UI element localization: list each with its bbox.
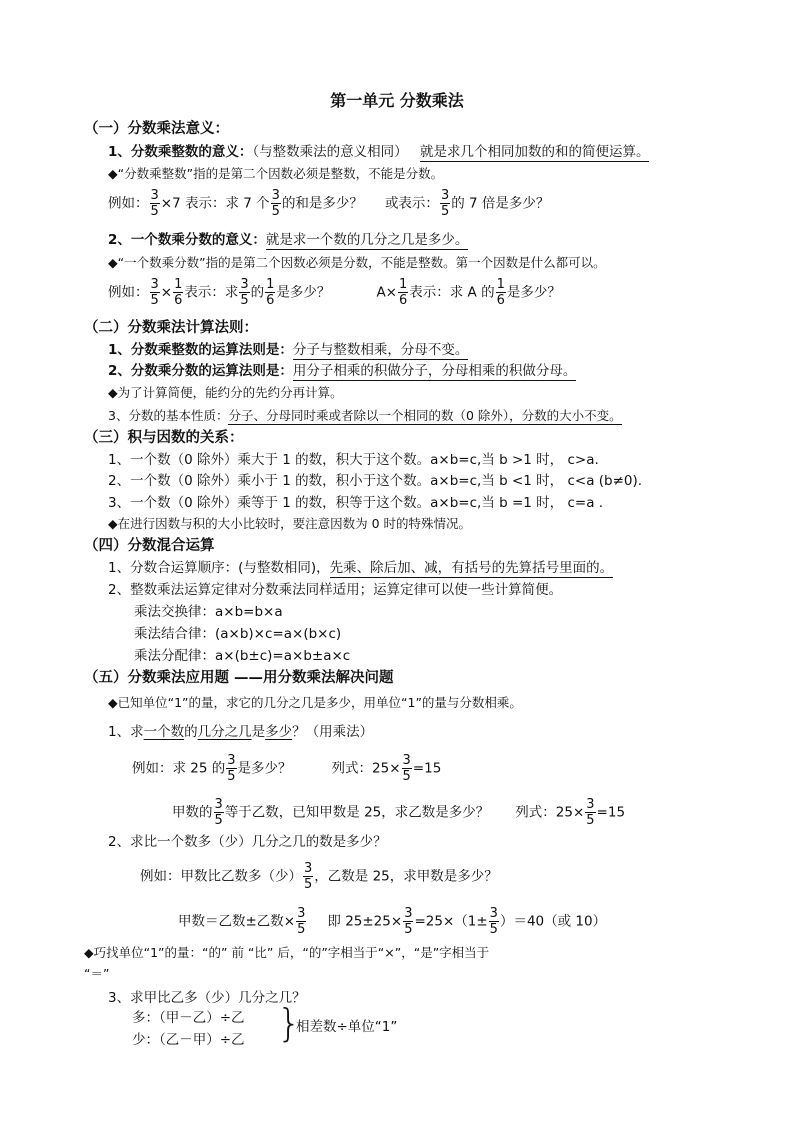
- s1-p2-definition: 就是求一个数的几分之几是多少。: [265, 232, 469, 248]
- times-sign: ×: [160, 284, 173, 301]
- example-label: 例如：: [108, 284, 149, 301]
- q-text-underlined: 几分之几: [197, 724, 252, 740]
- q-text: ？（用乘法）: [292, 724, 374, 740]
- fraction-3-5: $\frac{3}{5}$: [304, 861, 313, 892]
- example-text: A×: [376, 284, 397, 301]
- s5-example-2: [172, 797, 625, 828]
- example-formula: =15: [412, 760, 442, 777]
- s5-question-1: [108, 722, 373, 742]
- s5-note-2: ◆巧找单位“1”的量：“的” 前 “比” 后，“的”字相当于“×”，“是”字相当于: [84, 945, 490, 960]
- example-formula: 列式：25×: [331, 760, 401, 777]
- fraction-1-6: $\frac{1}{6}$: [398, 277, 408, 308]
- s1-p2-label: 2、一个数乘分数的意义：: [108, 232, 266, 248]
- s5-note-2-cont: “＝”: [84, 966, 110, 981]
- s1-note-2: ◆“一个数乘分数”指的是第二个因数必须是分数，不能是整数。第一个因数是什么都可以。: [108, 255, 606, 270]
- s5-question-3: 3、求甲比乙多（少）几分之几？: [108, 990, 306, 1006]
- s2-rule-2: [108, 361, 576, 381]
- s1-example-1: [108, 188, 549, 219]
- s1-p1-mid: （与整数乘法的意义相同）: [252, 144, 408, 160]
- s4-line-2: 2、整数乘法运算定律对分数乘法同样适用；运算定律可以使一些计算简便。: [108, 582, 563, 598]
- example-formula: =15: [596, 804, 626, 821]
- s5-question-2: 2、求比一个数多（少）几分之几的数是多少？: [108, 834, 387, 850]
- section-5-heading: （五）分数乘法应用题 ——用分数乘法解决问题: [84, 670, 394, 686]
- s5-example-1: [132, 753, 441, 784]
- example-text: 的 7 倍是多少？: [451, 195, 550, 212]
- s5-note-1: ◆已知单位“1”的量，求它的几分之几是多少，用单位“1”的量与分数相乘。: [108, 695, 522, 710]
- law-associative: 乘法结合律：(a×b)×c=a×(b×c): [134, 626, 342, 642]
- example-text: 例如：甲数比乙数多（少）: [140, 868, 302, 885]
- fraction-3-5: $\frac{3}{5}$: [440, 188, 450, 219]
- s3-line-3: 3、一个数（0 除外）乘等于 1 的数，积等于这个数。a×b=c,当 b =1 时， c=a .: [108, 495, 604, 511]
- s1-p1-definition: 就是求几个相同加数的和的简便运算。: [419, 144, 650, 160]
- formula-less: 少：（乙－甲）÷乙: [132, 1032, 245, 1048]
- example-label: 例如：: [108, 195, 149, 212]
- s3-line-2: 2、一个数（0 除外）乘小于 1 的数，积小于这个数。a×b=c,当 b <1 时， c<a (b≠0).: [108, 473, 643, 489]
- example-formula: 列式：25×: [515, 804, 585, 821]
- page-title: 第一单元 分数乘法: [330, 91, 464, 110]
- s1-point-1: [108, 142, 649, 162]
- section-4-heading: （四）分数混合运算: [84, 538, 215, 554]
- s2-r1-label: 1、分数乘整数的运算法则是：: [108, 342, 293, 358]
- s1-p1-label: 1、分数乘整数的意义：: [108, 144, 253, 160]
- s2-r2-text: 用分子相乘的积做分子，分母相乘的积做分母。: [292, 363, 577, 379]
- calc-text: ）＝40（或 10）: [499, 913, 607, 930]
- fraction-3-5: $\frac{3}{5}$: [214, 797, 223, 828]
- s2-r3-text: 分子、分母同时乘或者除以一个相同的数（0 除外），分数的大小不变。: [228, 408, 622, 423]
- calc-text: =25×（1±: [414, 913, 488, 930]
- s1-note-1: ◆“分数乘整数”指的是第二个因数必须是整数，不能是分数。: [108, 166, 444, 181]
- example-text: 的和是多少？: [281, 195, 363, 212]
- fraction-3-5: $\frac{3}{5}$: [150, 277, 159, 308]
- example-text: 甲数的: [172, 804, 213, 821]
- fraction-3-5: $\frac{3}{5}$: [240, 277, 249, 308]
- q-text-underlined: 多少: [265, 724, 293, 740]
- section-3-heading: （三）积与因数的关系：: [84, 430, 244, 446]
- law-commutative: 乘法交换律：a×b=b×a: [134, 604, 283, 620]
- fraction-1-6: $\frac{1}{6}$: [496, 277, 505, 308]
- fraction-3-5: $\frac{3}{5}$: [402, 753, 411, 784]
- fraction-1-6: $\frac{1}{6}$: [174, 277, 183, 308]
- s4-l1-label: 1、分数合运算顺序：(与整数相同)，: [108, 560, 330, 576]
- s2-r3-label: 3、分数的基本性质：: [108, 408, 229, 423]
- s1-example-2: [108, 277, 561, 308]
- fraction-3-5: $\frac{3}{5}$: [271, 188, 280, 219]
- example-text: 等于乙数，已知甲数是 25，求乙数是多少？: [224, 804, 490, 821]
- example-text: ，乙数是 25，求甲数是多少？: [314, 868, 498, 885]
- calc-text: 即 25±25×: [327, 913, 403, 930]
- fraction-3-5: $\frac{3}{5}$: [586, 797, 595, 828]
- example-text: 表示：求 A 的: [409, 284, 495, 301]
- example-text: 表示：求: [184, 284, 239, 301]
- law-distributive: 乘法分配律：a×(b±c)=a×b±a×c: [134, 648, 351, 664]
- s5-example-3: [140, 861, 498, 892]
- s2-r1-text: 分子与整数相乘，分母不变。: [292, 342, 469, 358]
- example-text: 或表示：: [384, 195, 439, 212]
- example-text: 是多少？: [276, 284, 331, 301]
- s2-note: ◆为了计算简便，能约分的先约分再计算。: [108, 385, 343, 400]
- fraction-1-6: $\frac{1}{6}$: [266, 277, 275, 308]
- s4-l1-text: 先乘、除后加、减，有括号的先算括号里面的。: [329, 560, 614, 576]
- brace-summary: 相差数÷单位“1”: [296, 1019, 398, 1035]
- s2-rule-1: [108, 340, 468, 360]
- q-text: 是: [251, 724, 266, 740]
- example-text: 是多少？: [506, 284, 561, 301]
- example-text: 是多少？: [237, 760, 292, 777]
- s2-rule-3: [108, 406, 622, 426]
- q-text-underlined: 一个数: [143, 724, 185, 740]
- fraction-3-5: $\frac{3}{5}$: [227, 753, 236, 784]
- s2-r2-label: 2、分数乘分数的运算法则是：: [108, 363, 293, 379]
- q-text: 的: [184, 724, 198, 740]
- example-text: ×7 表示：求 7 个: [160, 195, 270, 212]
- right-brace-icon: }: [277, 1001, 302, 1045]
- example-text: 的: [250, 284, 265, 301]
- section-2-heading: （二）分数乘法计算法则：: [84, 320, 258, 336]
- s4-line-1: [108, 558, 613, 578]
- s5-calculation: [178, 906, 606, 937]
- fraction-3-5: $\frac{3}{5}$: [489, 906, 498, 937]
- formula-more: 多：（甲－乙）÷乙: [132, 1010, 245, 1026]
- example-text: 例如：求 25 的: [132, 760, 226, 777]
- calc-text: 甲数＝乙数±乙数×: [178, 913, 296, 930]
- q-text: 1、求: [108, 724, 144, 740]
- s3-note: ◆在进行因数与积的大小比较时，要注意因数为 0 时的特殊情况。: [108, 516, 472, 531]
- s1-point-2: [108, 230, 468, 250]
- fraction-3-5: $\frac{3}{5}$: [150, 188, 159, 219]
- fraction-3-5: $\frac{3}{5}$: [297, 906, 306, 937]
- fraction-3-5: $\frac{3}{5}$: [404, 906, 413, 937]
- section-1-heading: （一）分数乘法意义：: [84, 121, 229, 137]
- s3-line-1: 1、一个数（0 除外）乘大于 1 的数，积大于这个数。a×b=c,当 b >1 时， c>a.: [108, 452, 599, 468]
